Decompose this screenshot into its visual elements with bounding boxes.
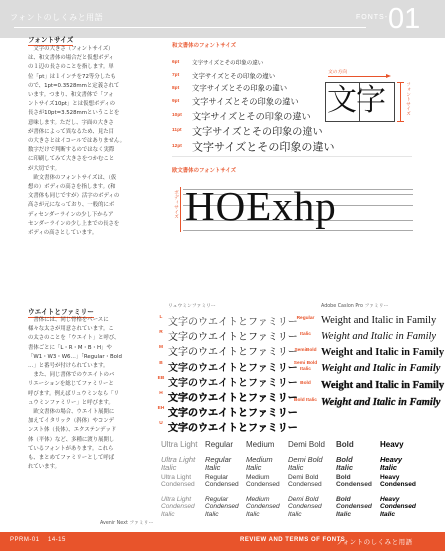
paragraph-line: の１辺の長さのことを指します。単 [28, 64, 114, 71]
paragraph-line: も、まとめてファミリーとして呼ば [28, 455, 115, 462]
caslon-weight-tag: Italic [300, 332, 311, 337]
paragraph-line: 体（平体）など、多種に渡り展開し [28, 436, 115, 443]
ryumin-weight-tag: L [159, 315, 163, 320]
avenir-cell-bold: Bold Condensed [336, 474, 372, 489]
weight-family-paragraph [28, 316, 122, 472]
ryumin-weight-tag: EH [157, 406, 165, 412]
avenir-cell-bold: Bold Condensed Italic [336, 496, 372, 518]
paragraph-line: ディセンダーラインの少し下からア [28, 211, 114, 218]
avenir-cell-heavy: Heavy Condensed Italic [380, 496, 416, 518]
paragraph-line: 位「pt」は１インチを72等分したも [28, 73, 116, 80]
caslon-sample: Weight and Italic in Family [321, 397, 441, 408]
paragraph-line: の大きさとはイコールではありません。 [28, 138, 126, 145]
paragraph-line: れています。 [28, 464, 60, 471]
body-size-label: ボディサイズ [173, 190, 178, 219]
size-row-pt: 7pt [172, 73, 180, 78]
size-row-pt: 9pt [172, 99, 180, 104]
ryumin-weight-tag: U [159, 421, 163, 427]
ryumin-weight-tag: B [159, 360, 163, 366]
font-size-diagram-label: フォントサイズ [405, 82, 410, 116]
size-bracket-bottom [397, 121, 404, 122]
header-rule [14, 27, 366, 28]
size-row-pt: 8pt [172, 86, 180, 91]
avenir-cell-medium: Medium [246, 440, 275, 449]
paragraph-line: ボディの高さとしています。 [28, 230, 98, 237]
size-row-pt: 10pt [172, 113, 182, 118]
paragraph-line: が大切です。 [28, 165, 60, 172]
paragraph-line: は、和文書体の場合だと仮想ボディ [28, 55, 114, 62]
ryumin-weight-tag: M [159, 345, 163, 351]
size-row-sample: 文字サイズとその印象の違い [192, 83, 288, 93]
paragraph-line: また、同じ書体でのウエイトのバ [28, 372, 115, 379]
size-row-pt: 11pt [172, 128, 182, 133]
footer-right-text: フォントのしくみと用語 [336, 539, 413, 546]
demo-separator [172, 156, 412, 157]
paragraph-line: 「W1・W3・W6…」「Regular・Bold [28, 353, 122, 360]
ryumin-weight-tag: R [159, 330, 163, 336]
paragraph-line: 高さが元になっており、一般的にボ [28, 202, 115, 209]
kanji-sample: 文字 [327, 83, 385, 118]
avenir-cell-demi-bold: Demi Bold Italic [288, 455, 323, 473]
direction-arrow-icon [386, 74, 391, 78]
size-row-sample: 文字サイズとその印象の違い [192, 72, 276, 80]
caslon-family-label: Adobe Caslon Pro ファミリー [321, 304, 389, 309]
ryumin-family-label: リュウミンファミリー [168, 304, 216, 309]
avenir-cell-heavy: Heavy Italic [380, 455, 403, 473]
avenir-cell-ultra-light: Ultra Light Italic [161, 455, 196, 473]
paragraph-line: ントサイズ10pt」とは仮想ボディの [28, 101, 115, 108]
paragraph-line: 書体には、同じ骨格をベースに [28, 317, 109, 323]
caslon-weight-tag: Bold Italic [294, 398, 317, 403]
avenir-cell-heavy: Heavy Condensed [380, 474, 416, 489]
size-bracket-top [397, 82, 404, 83]
paragraph-line: 呼びます。例えばリュウミンなら「リ [28, 390, 120, 397]
ryumin-sample: 文字のウエイトとファミリー [168, 377, 298, 389]
avenir-cell-demi-bold: Demi Bold Condensed Italic [288, 496, 322, 518]
avenir-cell-regular: Regular Italic [205, 455, 232, 473]
caslon-weight-tag: Regular [296, 316, 315, 321]
paragraph-line: ンスト体（長体）、エクステンデッド [28, 427, 117, 434]
size-row-sample: 文字サイズとその印象の違い [192, 140, 335, 154]
hoexhp-sample: HOExhp [185, 183, 337, 229]
caslon-sample: Weight and Italic in Family [321, 380, 445, 391]
direction-arrow-line [328, 76, 388, 77]
paragraph-line: 文書体も同じですが）活字のボディの [28, 193, 120, 200]
ryumin-weight-tag: H [159, 391, 163, 396]
paragraph-line: 様々な太さが用意されています。こ [28, 326, 114, 333]
caslon-sample: Weight and Italic in Family [321, 363, 441, 374]
weight-family-heading: ウエイトとファミリー [28, 308, 94, 316]
avenir-cell-regular: Regular Condensed [205, 474, 239, 489]
text-direction-label: 文の方向 [328, 70, 348, 75]
ryumin-sample: 文字のウエイトとファミリー [168, 362, 298, 374]
caslon-sample: Weight and Italic in Family [321, 347, 445, 358]
paragraph-line: が書体によって異なるため、見た目 [28, 128, 115, 135]
avenir-cell-ultra-light: Ultra Light Condensed Italic [161, 496, 195, 518]
avenir-cell-ultra-light: Ultra Light [161, 440, 198, 449]
en-size-label: 欧文書体のフォントサイズ [172, 168, 236, 174]
header-title: フォントのしくみと用語 [10, 13, 104, 22]
size-row-sample: 文字サイズとその印象の違い [192, 60, 264, 67]
avenir-cell-regular: Regular Condensed Italic [205, 496, 239, 518]
caslon-weight-tag: Semi Bold Italic [293, 361, 318, 372]
avenir-cell-regular: Regular [205, 440, 234, 449]
ryumin-sample: 文字のウエイトとファミリー [168, 347, 298, 359]
footer-page-numbers: 14-15 [48, 537, 66, 543]
paragraph-line: ュウミンファミリー」と呼びます。 [28, 399, 114, 406]
body-size-bracket [180, 187, 181, 232]
paragraph-line: 欧文書体の場合、ウエイト展開に [28, 409, 115, 416]
paragraph-line: …」と番号が付けられています。 [28, 363, 109, 370]
jp-size-label: 和文書体のフォントサイズ [172, 43, 236, 49]
size-row [172, 136, 335, 155]
descender-line [183, 230, 413, 231]
avenir-cell-medium: Medium Condensed Italic [246, 496, 280, 518]
paragraph-line: ているフォントがあります。これら [28, 445, 114, 452]
ryumin-sample: 文字のウエイトとファミリー [168, 393, 298, 404]
paragraph-line: 数字だけで判断するのではなく実際 [28, 147, 115, 154]
size-row-sample: 文字サイズとその印象の違い [192, 111, 311, 123]
ryumin-sample: 文字のウエイトとファミリー [168, 332, 298, 344]
size-bracket-line [400, 82, 401, 122]
paragraph-line: 文字の大きさ（フォントサイズ） [28, 46, 114, 52]
paragraph-line: 加えてイタリック（斜体）やコンデ [28, 418, 115, 425]
ryumin-weight-tag: EB [157, 375, 165, 381]
ryumin-sample: 文字のウエイトとファミリー [168, 317, 298, 328]
paragraph-line: 長さが10pt=3.528mmということを [28, 110, 120, 117]
caslon-weight-tag: Bold [300, 381, 311, 386]
paragraph-line: 意味します。ただし、字面の大きさ [28, 119, 114, 126]
avenir-cell-medium: Medium Condensed [246, 474, 280, 489]
avenir-cell-demi-bold: Demi Bold Condensed [288, 474, 322, 489]
size-row-pt: 6pt [172, 60, 180, 65]
paragraph-line: います。つまり、和文書体で「フォ [28, 92, 114, 99]
paragraph-line: センダーラインの少し上までの長さを [28, 220, 120, 227]
avenir-family-label: Avenir Next ファミリー [100, 521, 154, 526]
caslon-sample: Weight and Italic in Family [321, 315, 437, 326]
ryumin-sample: 文字のウエイトとファミリー [168, 408, 298, 420]
ryumin-sample: 文字のウエイトとファミリー [168, 423, 298, 435]
footer-center-text: REVIEW AND TERMS OF FONTS [240, 537, 346, 543]
avenir-cell-bold: Bold [336, 440, 354, 449]
font-size-heading: フォントサイズ [28, 36, 74, 44]
header-section-number: 01 [388, 3, 421, 35]
paragraph-line: の太さのことを「ウエイト」と呼び、 [28, 335, 120, 342]
paragraph-line: ので、1pt=0.3528mmと定義されて [28, 82, 120, 89]
font-size-paragraph [28, 45, 125, 238]
paragraph-line: 想の）ボディの高さを指します。(和 [28, 184, 116, 191]
caslon-sample: Weight and Italic in Family [321, 331, 437, 342]
avenir-cell-medium: Medium Italic [246, 455, 273, 473]
footer-page-label: PPRM-01 [10, 537, 40, 543]
paragraph-line: 欧文書体のフォントサイズは、（仮 [28, 174, 117, 181]
avenir-cell-ultra-light: Ultra Light Condensed [161, 474, 195, 489]
avenir-cell-bold: Bold Italic [336, 455, 354, 473]
size-row-pt: 12pt [172, 144, 182, 149]
size-row-sample: 文字サイズとその印象の違い [192, 96, 299, 107]
paragraph-line: リエーションを総じてファミリーと [28, 381, 114, 388]
avenir-cell-heavy: Heavy [380, 440, 404, 449]
paragraph-line: 書体ごとに「L・R・M・B・H」や [28, 344, 112, 351]
header-section-label: FONTS- [356, 14, 389, 21]
avenir-cell-demi-bold: Demi Bold [288, 440, 325, 449]
caslon-weight-tag: SemiBold [294, 348, 317, 353]
paragraph-line: に印刷してみて大きさをつかむこと [28, 156, 115, 163]
size-row-sample: 文字サイズとその印象の違い [192, 127, 323, 138]
